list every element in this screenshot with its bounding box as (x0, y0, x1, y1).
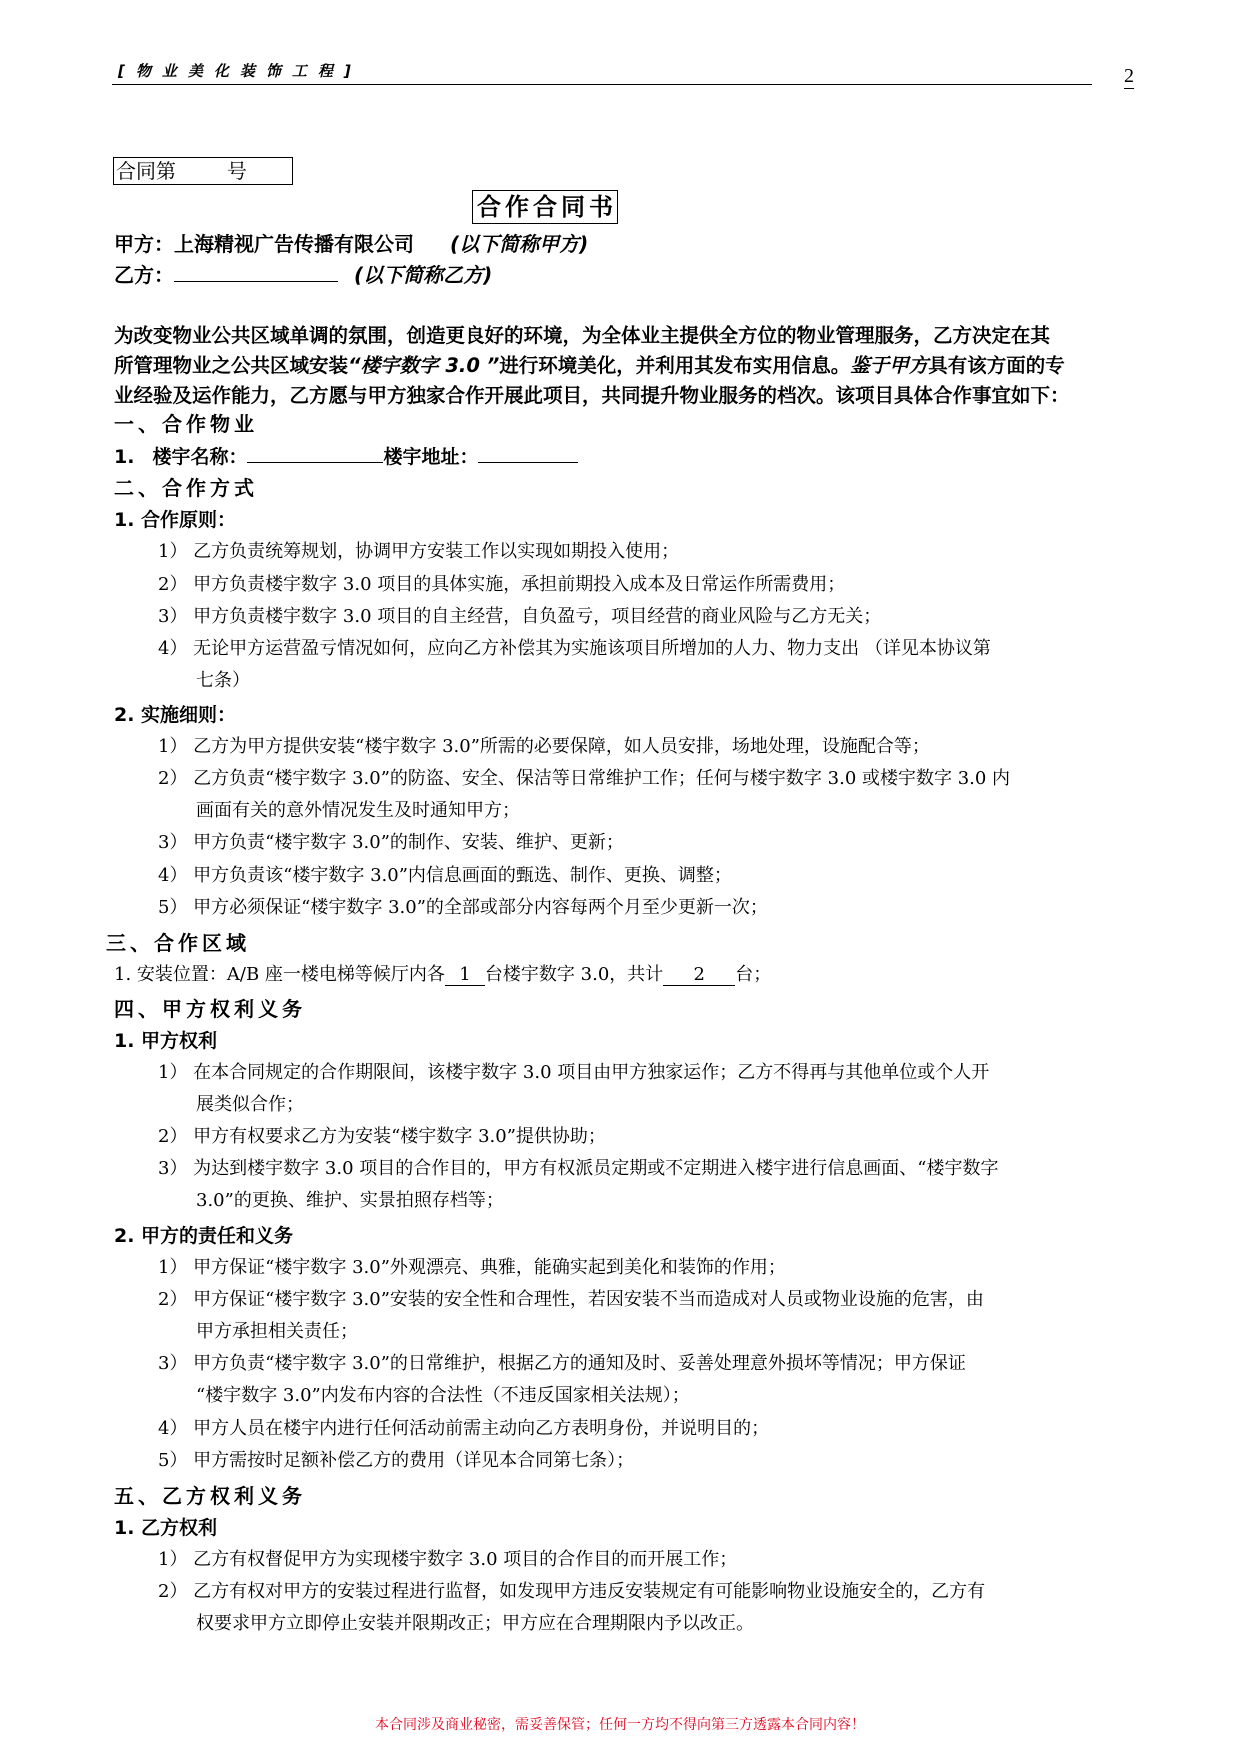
s5-p1-item-cont: 权要求甲方立即停止安装并限期改正；甲方应在合理期限内予以改正。 (196, 1613, 754, 1634)
s2-p1-item: 3） 甲方负责楼宇数字 3.0 项目的自主经营，自负盈亏，项目经营的商业风险与乙方无关； (158, 606, 882, 627)
header-rule (112, 84, 1092, 85)
section-3-item-1: 1. 安装位置：A/B 座一楼电梯等候厅内各 1 台楼宇数字 3.0，共计 2 台； (114, 964, 772, 985)
s2-p1-item: 4） 无论甲方运营盈亏情况如何，应向乙方补偿其为实施该项目所增加的人力、物力支出 （详见本协议第 (158, 638, 991, 659)
section-3-title: 三、合作区域 (106, 931, 250, 955)
s4-p1-item: 1） 在本合同规定的合作期限间，该楼宇数字 3.0 项目由甲方独家运作；乙方不得再与其他单位或个人开 (158, 1062, 990, 1083)
s4-p1-item-cont: 展类似合作； (196, 1094, 304, 1115)
party-a-line (114, 228, 588, 257)
s2-p1-item: 1） 乙方负责统筹规划，协调甲方安装工作以实现如期投入使用； (158, 541, 680, 562)
intro-line-1: 为改变物业公共区域单调的氛围，创造更良好的环境，为全体业主提供全方位的物业管理服务，乙方决定在其 (114, 324, 1051, 347)
s2-p2-item: 3） 甲方负责“楼宇数字 3.0”的制作、安装、维护、更新； (158, 832, 624, 853)
s4-p2-item-cont: “楼宇数字 3.0”内发布内容的合法性（不违反国家相关法规）； (196, 1385, 690, 1406)
s4-p1-item-cont: 3.0”的更换、维护、实景拍照存档等； (196, 1190, 504, 1211)
section-1-item-1: 1. 楼宇名称： 楼宇地址： (114, 442, 578, 469)
party-a-note: (以下简称甲方) (450, 232, 589, 256)
s2-p2-item: 1） 乙方为甲方提供安装“楼宇数字 3.0”所需的必要保障，如人员安排，场地处理，设施配合等； (158, 736, 930, 757)
section-2-title: 二、合作方式 (114, 476, 258, 500)
s4-p2-item: 5） 甲方需按时足额补偿乙方的费用（详见本合同第七条）； (158, 1450, 635, 1471)
building-address-blank (478, 442, 578, 463)
s4-p2-item: 1） 甲方保证“楼宇数字 3.0”外观漂亮、典雅，能确实起到美化和装饰的作用； (158, 1257, 786, 1278)
building-name-blank (247, 442, 383, 463)
party-b-blank (174, 261, 338, 282)
section-1-title: 一、合作物业 (114, 412, 258, 436)
s4-p1-item: 3） 为达到楼宇数字 3.0 项目的合作目的，甲方有权派员定期或不定期进入楼宇进行信息画面、“楼宇数字 (158, 1158, 999, 1179)
party-a-label: 甲方：上海精视广告传播有限公司 (114, 232, 414, 256)
s2-p2-item: 5） 甲方必须保证“楼宇数字 3.0”的全部或部分内容每两个月至少更新一次； (158, 897, 768, 918)
s2-p1-item: 2） 甲方负责楼宇数字 3.0 项目的具体实施，承担前期投入成本及日常运作所需费用； (158, 574, 846, 595)
s4-p2-item: 4） 甲方人员在楼宇内进行任何活动前需主动向乙方表明身份，并说明目的； (158, 1418, 770, 1439)
s4-p1-item: 2） 甲方有权要求乙方为安装“楼宇数字 3.0”提供协助； (158, 1126, 606, 1147)
section-4-duties: 2. 甲方的责任和义务 (114, 1225, 294, 1247)
header-title: [物业美化装饰工程] (118, 62, 362, 80)
s5-p1-item: 1） 乙方有权督促甲方为实现楼宇数字 3.0 项目的合作目的而开展工作； (158, 1549, 738, 1570)
intro-line-2: 所管理物业之公共区域安装“楼宇数字 3.0 ”进行环境美化，并利用其发布实用信息。鉴于甲方具有该方面的专 (114, 354, 1065, 377)
section-2-principles: 1. 合作原则： (114, 509, 237, 531)
party-b-line (114, 259, 492, 288)
s4-p2-item-cont: 甲方承担相关责任； (196, 1321, 358, 1342)
s5-p1-item: 2） 乙方有权对甲方的安装过程进行监督，如发现甲方违反安装规定有可能影响物业设施安全的，乙方有 (158, 1581, 986, 1602)
intro-line-3: 业经验及运作能力，乙方愿与甲方独家合作开展此项目，共同提升物业服务的档次。该项目具体合作事宜如下： (114, 384, 1070, 407)
s4-p2-item: 2） 甲方保证“楼宇数字 3.0”安装的安全性和合理性，若因安装不当而造成对人员或物业设施的危害，由 (158, 1289, 984, 1310)
document-title: 合作合同书 (472, 190, 618, 224)
page-number: 2 (1124, 65, 1134, 87)
s2-p1-item-cont: 七条） (196, 670, 250, 691)
party-b-label: 乙方： (114, 263, 174, 287)
section-5-title: 五、乙方权利义务 (114, 1484, 306, 1508)
confidentiality-footer: 本合同涉及商业秘密，需妥善保管；任何一方均不得向第三方透露本合同内容！ (375, 1717, 865, 1733)
s2-p2-item: 4） 甲方负责该“楼宇数字 3.0”内信息画面的甄选、制作、更换、调整； (158, 865, 732, 886)
section-4-rights: 1. 甲方权利 (114, 1030, 218, 1052)
s2-p2-item-cont: 画面有关的意外情况发生及时通知甲方； (196, 800, 520, 821)
party-b-note: (以下简称乙方) (354, 263, 493, 287)
s4-p2-item: 3） 甲方负责“楼宇数字 3.0”的日常维护，根据乙方的通知及时、妥善处理意外损坏等情况；甲方保证 (158, 1353, 966, 1374)
section-2-details: 2. 实施细则： (114, 704, 237, 726)
section-5-rights: 1. 乙方权利 (114, 1517, 218, 1539)
contract-number-box: 合同第 号 (113, 157, 293, 185)
s2-p2-item: 2） 乙方负责“楼宇数字 3.0”的防盗、安全、保洁等日常维护工作；任何与楼宇数字 3.0 或楼宇数字 3.0 内 (158, 768, 1011, 789)
install-qty-each: 1 (445, 964, 485, 986)
install-qty-total: 2 (663, 964, 735, 986)
section-4-title: 四、甲方权利义务 (114, 997, 306, 1021)
